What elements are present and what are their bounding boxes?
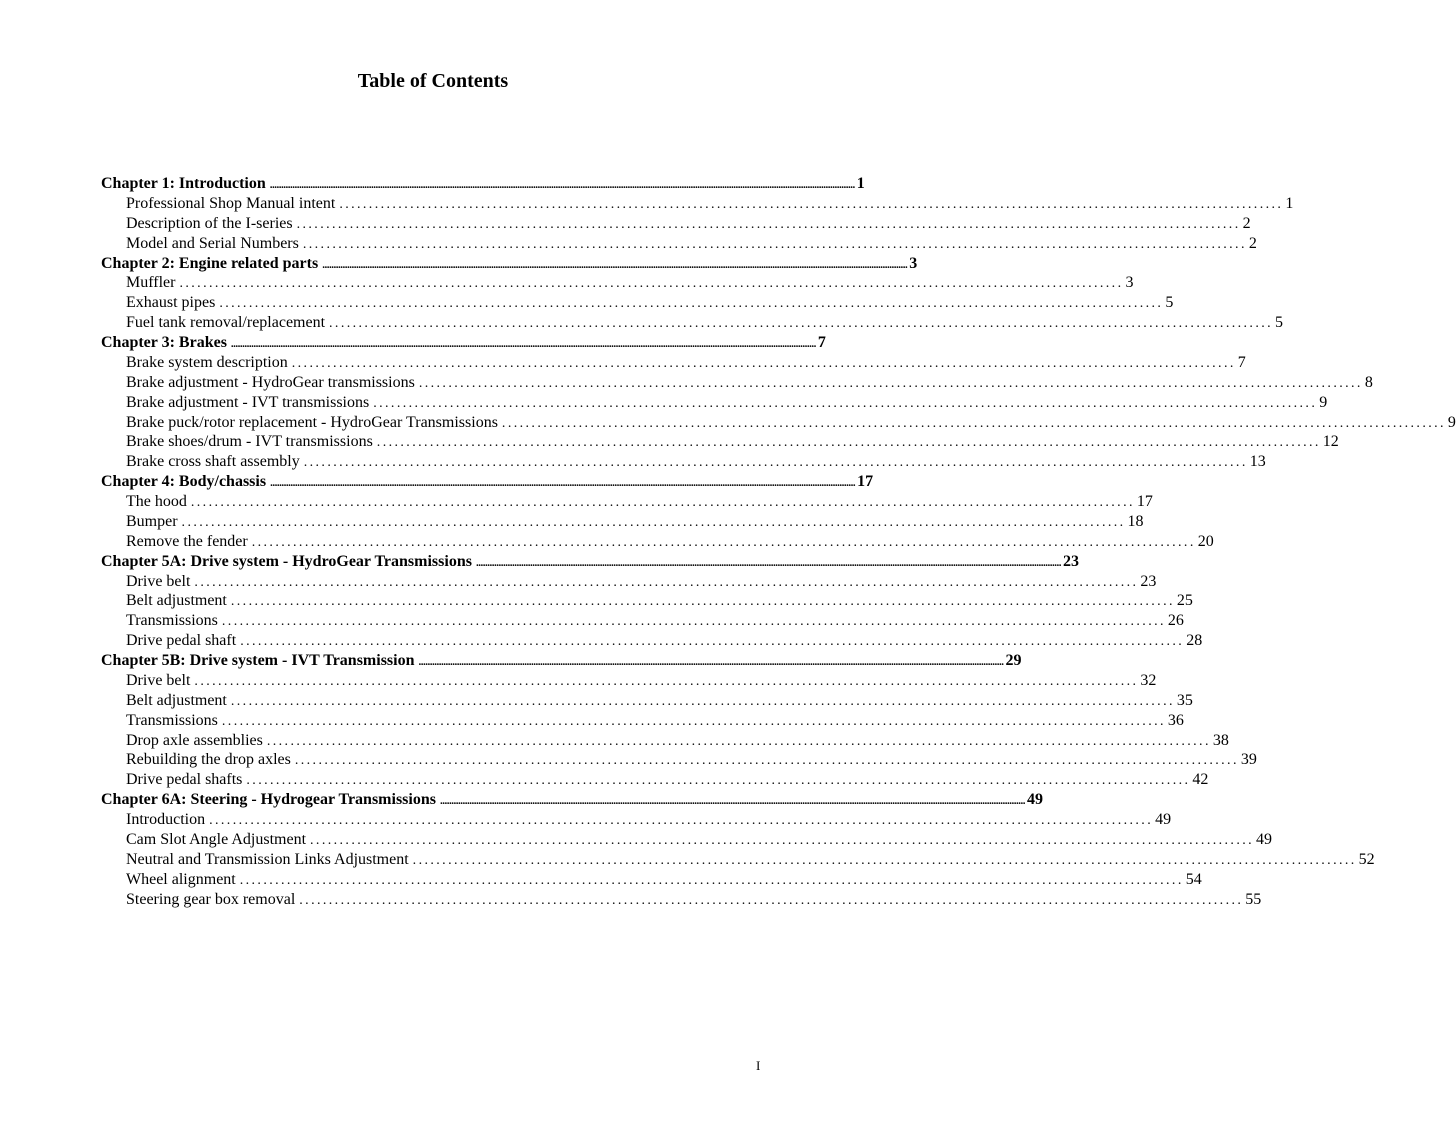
toc-entry-label: Chapter 4: Body/chassis xyxy=(101,473,267,491)
toc-entry-page-number: 9 xyxy=(1319,393,1328,411)
toc-section-entry[interactable] xyxy=(101,691,1193,711)
toc-entry-label: Bumper xyxy=(126,512,178,530)
toc-entry-label: Transmissions xyxy=(126,612,218,630)
toc-entry-page-number: 3 xyxy=(909,254,918,272)
toc-entry-label: Drop axle assemblies xyxy=(126,731,263,749)
toc-entry-page-number: 32 xyxy=(1140,671,1157,689)
toc-chapter-entry[interactable] xyxy=(101,472,874,492)
toc-section-entry[interactable] xyxy=(101,611,1184,631)
toc-entry-page-number: 23 xyxy=(1140,572,1157,590)
toc-section-entry[interactable] xyxy=(101,810,1172,830)
table-of-contents xyxy=(101,174,1456,909)
toc-entry-page-number: 8 xyxy=(1364,373,1373,391)
toc-section-entry[interactable] xyxy=(101,194,1294,214)
toc-entry-page-number: 49 xyxy=(1155,811,1172,828)
toc-entry-page-number: 49 xyxy=(1026,791,1043,809)
toc-entry-label: Brake cross shaft assembly xyxy=(126,453,300,471)
dot-leader: ................................................................................................................................................................ xyxy=(501,415,1446,431)
dot-leader: ................................................................................................................................................................ xyxy=(239,872,1184,888)
toc-entry-page-number: 13 xyxy=(1249,453,1266,471)
toc-entry-label: Belt adjustment xyxy=(126,691,227,709)
toc-chapter-entry[interactable] xyxy=(101,552,1079,572)
toc-section-entry[interactable] xyxy=(101,373,1373,393)
toc-section-entry[interactable] xyxy=(101,711,1184,731)
toc-entry-label: Chapter 5B: Drive system - IVT Transmission xyxy=(101,652,415,669)
dot-leader: .................................................................................................................................................................................................................................................................... xyxy=(269,179,855,191)
toc-entry-page-number: 7 xyxy=(1237,353,1246,371)
toc-entry-page-number: 39 xyxy=(1240,751,1257,769)
toc-entry-label: Chapter 5A: Drive system - HydroGear Transmissions xyxy=(101,552,472,570)
toc-entry-label: Remove the fender xyxy=(126,532,248,550)
dot-leader: ................................................................................................................................................................ xyxy=(221,614,1166,630)
toc-entry-page-number: 5 xyxy=(1275,314,1284,332)
dot-leader: ................................................................................................................................................................ xyxy=(412,852,1357,868)
dot-leader: ................................................................................................................................................................ xyxy=(221,713,1166,729)
toc-entry-label: Fuel tank removal/replacement xyxy=(126,314,326,332)
dot-leader: ................................................................................................................................................................ xyxy=(246,773,1191,789)
toc-entry-page-number: 20 xyxy=(1197,532,1214,550)
toc-entry-label: Chapter 1: Introduction xyxy=(101,175,266,192)
dot-leader: ................................................................................................................................................................ xyxy=(194,574,1139,590)
toc-section-entry[interactable] xyxy=(101,850,1375,870)
toc-entry-label: Muffler xyxy=(126,274,176,292)
toc-section-entry[interactable] xyxy=(101,532,1214,552)
toc-entry-label: Introduction xyxy=(126,811,206,828)
dot-leader: ................................................................................................................................................................ xyxy=(240,634,1185,650)
toc-section-entry[interactable] xyxy=(101,293,1174,313)
dot-leader: ................................................................................................................................................................ xyxy=(339,196,1284,212)
toc-entry-label: Drive belt xyxy=(126,572,191,590)
toc-entry-label: Description of the I-series xyxy=(126,214,293,232)
toc-entry-page-number: 25 xyxy=(1176,592,1193,610)
page-number: I xyxy=(756,1058,761,1073)
dot-leader: .................................................................................................................................................................................................................................................................... xyxy=(230,338,816,350)
toc-entry-page-number: 1 xyxy=(1285,194,1294,212)
toc-entry-label: Brake shoes/drum - IVT transmissions xyxy=(126,433,373,451)
toc-section-entry[interactable] xyxy=(101,770,1209,790)
toc-entry-page-number: 28 xyxy=(1186,632,1203,650)
toc-chapter-entry[interactable] xyxy=(101,333,826,353)
toc-entry-page-number: 9 xyxy=(1447,413,1456,431)
toc-entry-page-number: 1 xyxy=(856,175,865,192)
dot-leader: .................................................................................................................................................................................................................................................................... xyxy=(270,477,856,490)
dot-leader: ................................................................................................................................................................ xyxy=(179,276,1124,292)
toc-entry-label: Transmissions xyxy=(126,711,218,729)
toc-entry-page-number: 3 xyxy=(1125,274,1134,292)
toc-entry-page-number: 23 xyxy=(1062,552,1079,570)
toc-entry-label: Exhaust pipes xyxy=(126,294,216,312)
toc-section-entry[interactable] xyxy=(101,750,1257,770)
dot-leader: ................................................................................................................................................................ xyxy=(209,813,1154,828)
toc-section-entry[interactable] xyxy=(101,393,1328,413)
toc-section-entry[interactable] xyxy=(101,631,1203,651)
toc-section-entry[interactable] xyxy=(101,214,1251,234)
dot-leader: .................................................................................................................................................................................................................................................................... xyxy=(418,656,1004,668)
dot-leader: ................................................................................................................................................................ xyxy=(219,296,1164,312)
dot-leader: ................................................................................................................................................................ xyxy=(266,733,1211,749)
dot-leader: ................................................................................................................................................................ xyxy=(303,455,1248,471)
toc-chapter-entry[interactable] xyxy=(101,174,865,194)
dot-leader: ................................................................................................................................................................ xyxy=(190,495,1135,510)
toc-entry-label: Belt adjustment xyxy=(126,592,227,610)
toc-entry-page-number: 2 xyxy=(1242,214,1251,232)
dot-leader: ................................................................................................................................................................ xyxy=(329,316,1274,332)
toc-section-entry[interactable] xyxy=(101,591,1193,611)
toc-entry-page-number: 36 xyxy=(1167,711,1184,729)
dot-leader: ................................................................................................................................................................ xyxy=(373,395,1318,411)
toc-section-entry[interactable] xyxy=(101,413,1456,433)
toc-entry-page-number: 7 xyxy=(817,334,826,351)
toc-chapter-entry[interactable] xyxy=(101,651,1022,671)
toc-entry-page-number: 35 xyxy=(1176,691,1193,709)
dot-leader: ................................................................................................................................................................ xyxy=(230,594,1175,610)
toc-entry-label: Brake system description xyxy=(126,353,288,371)
toc-entry-page-number: 38 xyxy=(1212,731,1229,749)
dot-leader: .................................................................................................................................................................................................................................................................... xyxy=(439,795,1025,808)
toc-entry-label: Steering gear box removal xyxy=(126,890,296,908)
toc-entry-label: Drive pedal shaft xyxy=(126,632,237,650)
toc-entry-page-number: 5 xyxy=(1165,294,1174,312)
dot-leader: ................................................................................................................................................................ xyxy=(291,355,1236,371)
dot-leader: ................................................................................................................................................................ xyxy=(418,375,1363,391)
toc-entry-label: Model and Serial Numbers xyxy=(126,234,299,252)
toc-section-entry[interactable] xyxy=(101,234,1257,254)
toc-section-entry[interactable] xyxy=(101,512,1144,532)
toc-entry-label: Chapter 6A: Steering - Hydrogear Transmissions xyxy=(101,791,436,809)
toc-section-entry[interactable] xyxy=(101,452,1266,472)
dot-leader: ................................................................................................................................................................ xyxy=(296,216,1241,232)
dot-leader: ................................................................................................................................................................ xyxy=(194,673,1139,689)
toc-entry-page-number: 55 xyxy=(1245,890,1262,908)
dot-leader: ................................................................................................................................................................ xyxy=(310,832,1255,848)
toc-chapter-entry[interactable] xyxy=(101,254,918,274)
toc-section-entry[interactable] xyxy=(101,572,1157,592)
toc-section-entry[interactable] xyxy=(101,353,1246,373)
dot-leader: ................................................................................................................................................................ xyxy=(302,236,1247,252)
dot-leader: ................................................................................................................................................................ xyxy=(181,514,1126,530)
dot-leader: ................................................................................................................................................................ xyxy=(299,892,1244,908)
toc-entry-page-number: 52 xyxy=(1358,850,1375,868)
toc-section-entry[interactable] xyxy=(101,731,1229,751)
toc-entry-page-number: 26 xyxy=(1167,612,1184,630)
toc-entry-page-number: 29 xyxy=(1005,652,1022,669)
toc-entry-label: Brake adjustment - IVT transmissions xyxy=(126,393,370,411)
toc-entry-page-number: 2 xyxy=(1248,234,1257,252)
toc-section-entry[interactable] xyxy=(101,870,1202,890)
toc-chapter-entry[interactable] xyxy=(101,790,1043,810)
toc-entry-label: Rebuilding the drop axles xyxy=(126,751,291,769)
toc-entry-page-number: 54 xyxy=(1185,870,1202,888)
toc-section-entry[interactable] xyxy=(101,273,1134,293)
dot-leader: .................................................................................................................................................................................................................................................................... xyxy=(475,556,1061,569)
toc-entry-page-number: 17 xyxy=(1136,493,1153,510)
dot-leader: ................................................................................................................................................................ xyxy=(230,693,1175,709)
toc-entry-label: Brake adjustment - HydroGear transmissions xyxy=(126,373,415,391)
toc-section-entry[interactable] xyxy=(101,432,1339,452)
dot-leader: ................................................................................................................................................................ xyxy=(294,753,1239,769)
page-title: Table of Contents xyxy=(357,70,509,92)
toc-entry-label: Chapter 2: Engine related parts xyxy=(101,254,319,272)
toc-section-entry[interactable] xyxy=(101,671,1157,691)
dot-leader: ................................................................................................................................................................ xyxy=(251,534,1196,550)
toc-entry-page-number: 18 xyxy=(1127,512,1144,530)
toc-entry-label: Brake puck/rotor replacement - HydroGear Transmissions xyxy=(126,413,498,431)
toc-entry-label: Drive belt xyxy=(126,671,191,689)
toc-section-entry[interactable] xyxy=(101,890,1262,910)
toc-entry-page-number: 42 xyxy=(1192,771,1209,789)
toc-entry-label: Chapter 3: Brakes xyxy=(101,334,227,351)
toc-entry-label: Wheel alignment xyxy=(126,870,236,888)
toc-entry-label: Professional Shop Manual intent xyxy=(126,194,336,212)
dot-leader: ................................................................................................................................................................ xyxy=(376,435,1321,451)
toc-entry-page-number: 12 xyxy=(1322,433,1339,451)
toc-entry-label: Cam Slot Angle Adjustment xyxy=(126,830,307,848)
toc-entry-label: The hood xyxy=(126,493,187,510)
toc-section-entry[interactable] xyxy=(101,830,1273,850)
toc-entry-page-number: 17 xyxy=(857,473,874,491)
toc-section-entry[interactable] xyxy=(101,492,1153,512)
dot-leader: .................................................................................................................................................................................................................................................................... xyxy=(322,258,908,271)
toc-entry-label: Neutral and Transmission Links Adjustment xyxy=(126,850,409,868)
toc-section-entry[interactable] xyxy=(101,313,1284,333)
toc-entry-page-number: 49 xyxy=(1256,830,1273,848)
toc-entry-label: Drive pedal shafts xyxy=(126,771,243,789)
